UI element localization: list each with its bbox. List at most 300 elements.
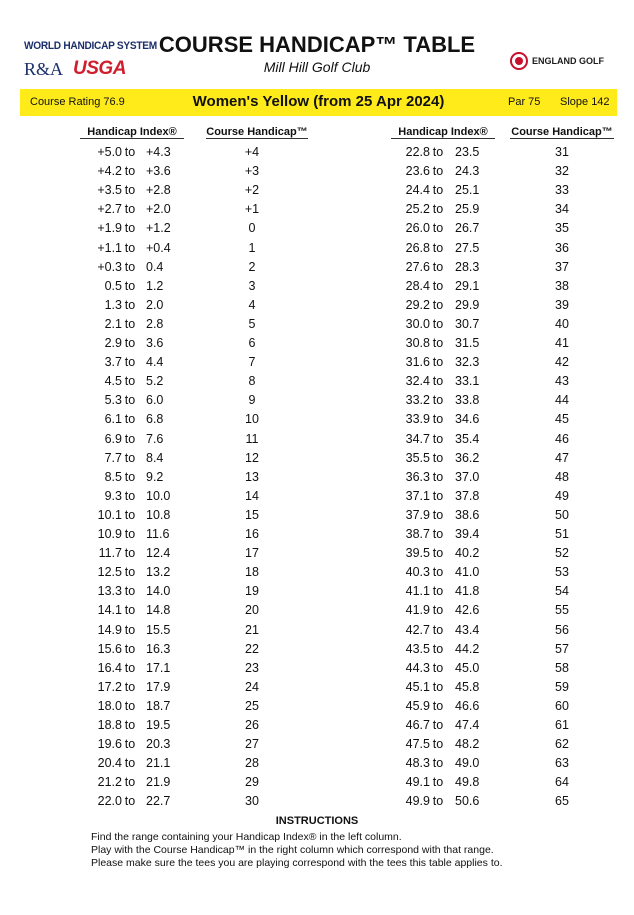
- handicap-index-from: 6.1: [104, 412, 122, 427]
- handicap-index-from: 18.0: [97, 698, 122, 713]
- course-handicap-value: 42: [555, 355, 569, 370]
- header-underline: [510, 138, 614, 139]
- course-handicap-value: 57: [555, 641, 569, 656]
- course-handicap-value: +1: [244, 202, 260, 217]
- handicap-index-from: +3.5: [97, 183, 122, 198]
- range-separator: to: [124, 355, 136, 370]
- range-separator: to: [432, 527, 444, 541]
- handicap-index-to: 6.8: [146, 412, 164, 427]
- course-handicap-value: 59: [555, 679, 569, 694]
- handicap-index-to: 3.6: [146, 336, 164, 350]
- course-handicap-value: 8: [248, 374, 256, 389]
- handicap-index-to: 12.4: [146, 546, 171, 561]
- table-row: [0, 241, 634, 260]
- handicap-index-from: 30.0: [405, 316, 430, 331]
- handicap-index-to: 10.8: [146, 507, 171, 522]
- handicap-index-to: 14.0: [146, 584, 171, 599]
- handicap-index-from: +4.2: [97, 164, 122, 179]
- handicap-index-to: 14.8: [146, 603, 171, 618]
- range-separator: to: [124, 603, 136, 618]
- handicap-index-to: 48.2: [455, 737, 480, 752]
- handicap-index-from: +1.9: [97, 221, 122, 236]
- handicap-index-to: 24.3: [455, 164, 480, 179]
- handicap-index-to: 10.0: [146, 488, 171, 503]
- table-row: [0, 508, 634, 527]
- range-separator: to: [432, 336, 444, 350]
- range-separator: to: [124, 622, 136, 637]
- course-handicap-value: 46: [555, 431, 569, 446]
- range-separator: to: [124, 756, 136, 771]
- handicap-index-to: 8.4: [146, 450, 164, 465]
- course-handicap-value: 47: [555, 450, 569, 465]
- course-handicap-value: 35: [555, 221, 569, 236]
- range-separator: to: [432, 622, 444, 637]
- handicap-index-from: 39.5: [405, 546, 430, 561]
- handicap-index-from: 40.3: [405, 565, 430, 580]
- range-separator: to: [432, 240, 444, 255]
- handicap-index-to: 37.8: [455, 488, 480, 503]
- handicap-index-from: 3.7: [104, 355, 122, 370]
- handicap-index-to: 36.2: [455, 450, 480, 465]
- handicap-index-to: 25.1: [455, 183, 480, 198]
- table-row: [0, 584, 634, 603]
- handicap-index-to: 33.1: [455, 374, 480, 389]
- range-separator: to: [432, 450, 444, 465]
- course-handicap-value: 29: [245, 775, 259, 790]
- table-row: [0, 756, 634, 775]
- handicap-index-to: 45.8: [455, 679, 480, 694]
- handicap-index-to: 13.2: [146, 565, 171, 580]
- range-separator: to: [124, 240, 136, 255]
- table-row: [0, 642, 634, 661]
- course-handicap-value: 41: [555, 336, 569, 350]
- range-separator: to: [124, 546, 136, 561]
- table-row: [0, 412, 634, 431]
- handicap-index-from: 48.3: [405, 756, 430, 771]
- range-separator: to: [124, 393, 136, 408]
- handicap-index-from: 33.2: [405, 393, 430, 408]
- usga-logo: USGA: [73, 58, 126, 79]
- course-handicap-value: 27: [245, 737, 259, 752]
- course-handicap-value: 5: [248, 316, 256, 331]
- range-separator: to: [432, 775, 444, 790]
- slope: Slope 142: [560, 96, 610, 108]
- course-handicap-value: 3: [248, 278, 256, 293]
- handicap-index-from: 17.2: [97, 679, 122, 694]
- range-separator: to: [124, 679, 136, 694]
- handicap-index-to: 6.0: [146, 393, 164, 408]
- course-handicap-value: 30: [245, 794, 259, 809]
- course-handicap-value: 26: [245, 718, 259, 732]
- range-separator: to: [124, 183, 136, 198]
- range-separator: to: [432, 794, 444, 809]
- course-handicap-value: 39: [555, 297, 569, 312]
- handicap-index-to: 43.4: [455, 622, 480, 637]
- course-handicap-value: 44: [555, 393, 569, 408]
- header-underline: [206, 138, 308, 139]
- handicap-index-from: 46.7: [405, 718, 430, 732]
- range-separator: to: [432, 469, 444, 484]
- handicap-index-to: 35.4: [455, 431, 480, 446]
- handicap-index-from: 14.1: [97, 603, 122, 618]
- course-rating: Course Rating 76.9: [30, 96, 125, 108]
- course-handicap-value: 60: [555, 698, 569, 713]
- course-handicap-value: 1: [248, 240, 256, 255]
- range-separator: to: [124, 412, 136, 427]
- handicap-index-to: 4.4: [146, 355, 164, 370]
- course-handicap-value: 17: [245, 546, 259, 561]
- handicap-index-from: 7.7: [104, 450, 122, 465]
- range-separator: to: [124, 527, 136, 541]
- handicap-index-from: 18.8: [97, 718, 122, 732]
- handicap-index-from: 23.6: [405, 164, 430, 179]
- course-handicap-value: 56: [555, 622, 569, 637]
- handicap-index-from: 14.9: [97, 622, 122, 637]
- handicap-index-to: +1.2: [146, 221, 171, 236]
- range-separator: to: [432, 316, 444, 331]
- handicap-index-from: +1.1: [97, 240, 122, 255]
- table-row: [0, 737, 634, 756]
- table-row: [0, 489, 634, 508]
- table-row: [0, 699, 634, 718]
- range-separator: to: [124, 221, 136, 236]
- instruction-line: Play with the Course Handicap™ in the right column which correspond with that range.: [91, 844, 494, 856]
- table-row: [0, 164, 634, 183]
- handicap-index-to: 17.1: [146, 660, 171, 675]
- tee-name: Women's Yellow (from 25 Apr 2024): [192, 93, 445, 110]
- range-separator: to: [124, 718, 136, 732]
- range-separator: to: [124, 469, 136, 484]
- left-handicap-index-header: Handicap Index®: [87, 126, 177, 138]
- handicap-index-to: 29.9: [455, 297, 480, 312]
- range-separator: to: [432, 297, 444, 312]
- course-handicap-value: 22: [245, 641, 259, 656]
- course-handicap-value: 28: [245, 756, 259, 771]
- course-handicap-value: 4: [248, 297, 256, 312]
- course-handicap-value: 49: [555, 488, 569, 503]
- course-handicap-value: 33: [555, 183, 569, 198]
- course-handicap-value: 32: [555, 164, 569, 179]
- course-handicap-value: 24: [245, 679, 259, 694]
- range-separator: to: [432, 756, 444, 771]
- table-row: [0, 393, 634, 412]
- range-separator: to: [124, 374, 136, 389]
- handicap-index-to: 42.6: [455, 603, 480, 618]
- handicap-index-from: 44.3: [405, 660, 430, 675]
- left-course-handicap-header: Course Handicap™: [206, 126, 308, 138]
- table-row: [0, 565, 634, 584]
- handicap-index-from: 11.7: [98, 546, 122, 561]
- handicap-index-from: 22.8: [405, 145, 430, 159]
- handicap-index-from: 31.6: [405, 355, 430, 370]
- course-handicap-value: 2: [248, 259, 256, 274]
- handicap-index-from: 8.5: [104, 469, 122, 484]
- handicap-index-to: 45.0: [455, 660, 480, 675]
- course-handicap-value: 53: [555, 565, 569, 580]
- handicap-index-from: 1.3: [104, 297, 122, 312]
- range-separator: to: [432, 603, 444, 618]
- range-separator: to: [432, 679, 444, 694]
- table-row: [0, 527, 634, 546]
- handicap-index-to: 32.3: [455, 355, 480, 370]
- course-handicap-value: 9: [248, 393, 256, 408]
- handicap-index-from: 16.4: [97, 660, 122, 675]
- course-handicap-value: 19: [245, 584, 259, 599]
- handicap-index-from: 15.6: [97, 641, 122, 656]
- handicap-index-to: 5.2: [146, 374, 164, 389]
- table-row: [0, 279, 634, 298]
- range-separator: to: [124, 641, 136, 656]
- table-row: [0, 202, 634, 221]
- range-separator: to: [432, 737, 444, 752]
- handicap-index-from: 49.9: [405, 794, 430, 809]
- course-handicap-value: 12: [245, 450, 259, 465]
- range-separator: to: [124, 202, 136, 217]
- course-handicap-value: 37: [555, 259, 569, 274]
- table-row: [0, 183, 634, 202]
- handicap-index-from: 42.7: [405, 622, 430, 637]
- handicap-index-to: 44.2: [455, 641, 480, 656]
- instruction-line: Find the range containing your Handicap Index® in the left column.: [91, 831, 402, 843]
- handicap-index-to: 0.4: [146, 259, 164, 274]
- handicap-index-to: 16.3: [146, 641, 171, 656]
- course-handicap-value: 52: [555, 546, 569, 561]
- range-separator: to: [432, 374, 444, 389]
- table-row: [0, 794, 634, 813]
- handicap-index-from: 0.5: [104, 278, 122, 293]
- handicap-index-from: 38.7: [405, 527, 430, 541]
- handicap-index-to: 49.8: [455, 775, 480, 790]
- course-handicap-value: 50: [555, 507, 569, 522]
- range-separator: to: [124, 278, 136, 293]
- course-handicap-value: 63: [555, 756, 569, 771]
- handicap-index-from: 25.2: [405, 202, 430, 217]
- range-separator: to: [432, 221, 444, 236]
- handicap-index-from: 37.9: [405, 507, 430, 522]
- handicap-index-to: 40.2: [455, 546, 480, 561]
- table-row: [0, 145, 634, 164]
- course-handicap-value: 0: [248, 221, 256, 236]
- handicap-index-to: 2.8: [146, 316, 164, 331]
- handicap-index-from: 9.3: [104, 488, 122, 503]
- handicap-index-from: 13.3: [97, 584, 122, 599]
- handicap-index-from: 19.6: [97, 737, 122, 752]
- course-handicap-value: 10: [245, 412, 259, 427]
- header-underline: [391, 138, 495, 139]
- range-separator: to: [432, 412, 444, 427]
- england-golf-icon: [510, 52, 528, 70]
- course-handicap-value: 55: [555, 603, 569, 618]
- course-handicap-value: 14: [245, 488, 259, 503]
- handicap-index-to: 11.6: [146, 527, 170, 541]
- range-separator: to: [432, 202, 444, 217]
- range-separator: to: [432, 641, 444, 656]
- handicap-index-to: 31.5: [455, 336, 480, 350]
- table-row: [0, 546, 634, 565]
- course-handicap-value: 64: [555, 775, 569, 790]
- handicap-index-from: 24.4: [405, 183, 430, 198]
- handicap-index-to: 34.6: [455, 412, 480, 427]
- handicap-index-from: 5.3: [104, 393, 122, 408]
- handicap-index-from: 30.8: [405, 336, 430, 350]
- range-separator: to: [432, 698, 444, 713]
- handicap-index-to: 22.7: [146, 794, 171, 809]
- instructions-heading: INSTRUCTIONS: [275, 815, 359, 827]
- course-handicap-value: 7: [248, 355, 256, 370]
- range-separator: to: [124, 297, 136, 312]
- range-separator: to: [124, 507, 136, 522]
- handicap-index-to: 49.0: [455, 756, 480, 771]
- range-separator: to: [432, 355, 444, 370]
- club-name: Mill Hill Golf Club: [263, 59, 371, 75]
- table-row: [0, 355, 634, 374]
- table-row: [0, 603, 634, 622]
- range-separator: to: [432, 584, 444, 599]
- course-handicap-value: 38: [555, 278, 569, 293]
- range-separator: to: [432, 488, 444, 503]
- instruction-line: Please make sure the tees you are playing correspond with the tees this table applies to.: [91, 857, 503, 869]
- handicap-index-from: 6.9: [104, 431, 122, 446]
- handicap-index-from: 33.9: [405, 412, 430, 427]
- course-handicap-value: 15: [245, 507, 259, 522]
- handicap-index-to: +3.6: [146, 164, 171, 179]
- course-handicap-value: 21: [245, 622, 259, 637]
- range-separator: to: [124, 164, 136, 179]
- range-separator: to: [124, 660, 136, 675]
- range-separator: to: [432, 183, 444, 198]
- handicap-index-to: 41.0: [455, 565, 480, 580]
- course-handicap-value: 25: [245, 698, 259, 713]
- course-handicap-value: 58: [555, 660, 569, 675]
- course-handicap-value: 65: [555, 794, 569, 809]
- course-handicap-value: 51: [555, 527, 569, 541]
- table-row: [0, 432, 634, 451]
- range-separator: to: [124, 336, 136, 350]
- range-separator: to: [432, 259, 444, 274]
- england-golf-text: ENGLAND GOLF: [532, 56, 604, 66]
- table-row: [0, 336, 634, 355]
- handicap-index-from: 10.1: [97, 507, 122, 522]
- range-separator: to: [432, 145, 444, 159]
- handicap-index-from: 4.5: [104, 374, 122, 389]
- range-separator: to: [124, 145, 136, 159]
- right-course-handicap-header: Course Handicap™: [511, 126, 613, 138]
- handicap-index-to: 2.0: [146, 297, 164, 312]
- range-separator: to: [124, 737, 136, 752]
- range-separator: to: [124, 565, 136, 580]
- course-handicap-value: 36: [555, 240, 569, 255]
- handicap-index-from: 20.4: [97, 756, 122, 771]
- handicap-index-to: 15.5: [146, 622, 171, 637]
- handicap-index-to: 47.4: [455, 718, 480, 732]
- handicap-index-to: 38.6: [455, 507, 480, 522]
- handicap-index-from: 28.4: [405, 278, 430, 293]
- handicap-index-to: 19.5: [146, 718, 171, 732]
- par: Par 75: [508, 96, 541, 108]
- course-handicap-value: +3: [244, 164, 260, 179]
- course-handicap-value: 18: [245, 565, 259, 580]
- course-handicap-value: 31: [555, 145, 569, 159]
- handicap-index-to: +2.8: [146, 183, 171, 198]
- handicap-index-from: 29.2: [405, 297, 430, 312]
- handicap-index-to: 20.3: [146, 737, 171, 752]
- england-golf-logo: [510, 52, 604, 70]
- range-separator: to: [124, 775, 136, 790]
- range-separator: to: [432, 546, 444, 561]
- handicap-index-from: 35.5: [405, 450, 430, 465]
- handicap-index-to: 21.1: [146, 756, 171, 771]
- handicap-index-from: 36.3: [405, 469, 430, 484]
- handicap-index-from: 41.1: [405, 584, 430, 599]
- handicap-index-from: 22.0: [97, 794, 122, 809]
- range-separator: to: [432, 718, 444, 732]
- course-handicap-value: 45: [555, 412, 569, 427]
- course-handicap-value: 48: [555, 469, 569, 484]
- range-separator: to: [124, 794, 136, 809]
- handicap-index-to: 30.7: [455, 316, 480, 331]
- table-row: [0, 451, 634, 470]
- course-handicap-value: 13: [245, 469, 259, 484]
- handicap-index-from: 2.1: [104, 316, 122, 331]
- handicap-index-to: 50.6: [455, 794, 480, 809]
- table-row: [0, 718, 634, 737]
- table-row: [0, 298, 634, 317]
- handicap-index-to: +4.3: [146, 145, 171, 159]
- whs-logo-text: WORLD HANDICAP SYSTEM: [24, 40, 157, 52]
- handicap-index-from: 45.1: [405, 679, 430, 694]
- handicap-index-from: 47.5: [405, 737, 430, 752]
- table-row: [0, 680, 634, 699]
- handicap-index-to: 21.9: [146, 775, 171, 790]
- course-handicap-value: 62: [555, 737, 569, 752]
- table-row: [0, 317, 634, 336]
- tee-banner: [20, 89, 617, 116]
- handicap-index-from: +5.0: [97, 145, 122, 159]
- table-row: [0, 775, 634, 794]
- course-handicap-value: 40: [555, 316, 569, 331]
- range-separator: to: [124, 431, 136, 446]
- handicap-index-from: 41.9: [405, 603, 430, 618]
- handicap-index-to: 29.1: [455, 278, 480, 293]
- course-handicap-value: 61: [555, 718, 569, 732]
- handicap-index-to: 46.6: [455, 698, 480, 713]
- header-underline: [80, 138, 184, 139]
- range-separator: to: [432, 660, 444, 675]
- table-row: [0, 470, 634, 489]
- range-separator: to: [124, 259, 136, 274]
- course-handicap-value: 34: [555, 202, 569, 217]
- handicap-index-from: 43.5: [405, 641, 430, 656]
- handicap-index-from: 49.1: [405, 775, 430, 790]
- handicap-index-from: 2.9: [104, 336, 122, 350]
- course-handicap-value: 11: [245, 431, 259, 446]
- handicap-index-to: 17.9: [146, 679, 171, 694]
- course-handicap-value: +4: [244, 145, 260, 159]
- course-handicap-value: 43: [555, 374, 569, 389]
- handicap-index-from: +2.7: [97, 202, 122, 217]
- handicap-index-to: 39.4: [455, 527, 480, 541]
- course-handicap-value: 23: [245, 660, 259, 675]
- handicap-index-from: 12.5: [97, 565, 122, 580]
- table-row: [0, 374, 634, 393]
- handicap-index-to: 7.6: [146, 431, 164, 446]
- range-separator: to: [432, 393, 444, 408]
- range-separator: to: [124, 584, 136, 599]
- course-handicap-value: 20: [245, 603, 259, 618]
- handicap-index-from: 37.1: [405, 488, 430, 503]
- course-handicap-value: 16: [245, 527, 259, 541]
- handicap-index-to: +2.0: [146, 202, 171, 217]
